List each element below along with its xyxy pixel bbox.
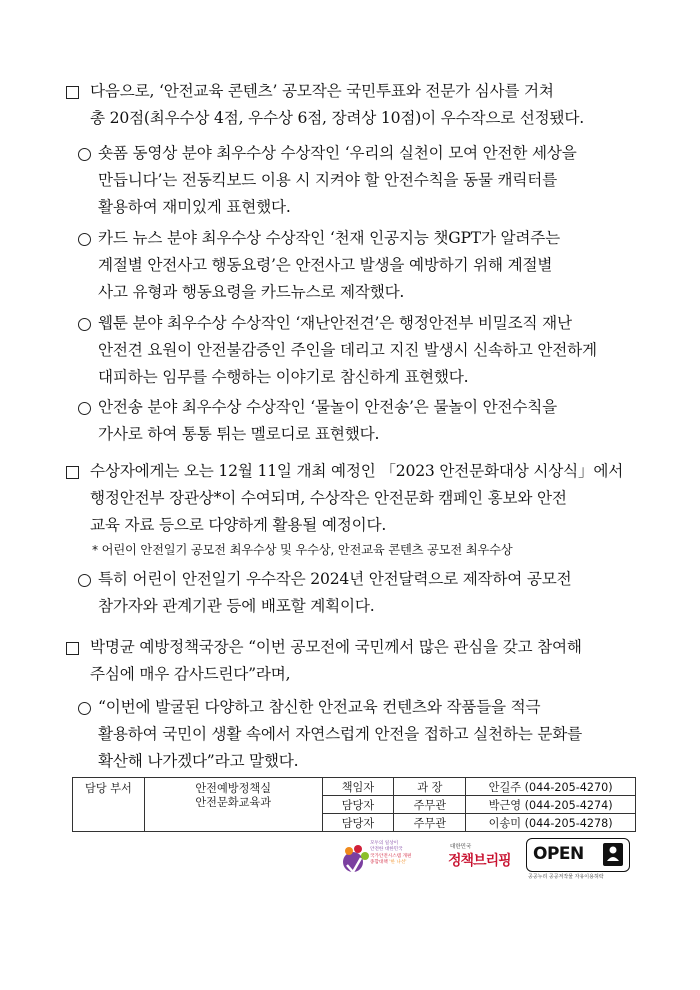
logo-open-text: OPEN (533, 844, 584, 864)
square-bullet-icon (66, 634, 79, 661)
text-line: 웹툰 분야 최우수상 수상작인 ‘재난안전견’은 행정안전부 비밀조직 재난 (98, 314, 572, 332)
text-line: 교육 자료 등으로 다양하게 활용될 예정이다. (90, 516, 387, 534)
text-line: 안전송 분야 최우수상 수상작인 ‘물놀이 안전송’은 물놀이 안전수칙을 (98, 398, 557, 416)
text-line: 행정안전부 장관상*이 수여되며, 수상작은 안전문화 캠페인 홍보와 안전 (90, 489, 567, 507)
square-bullet-icon (66, 78, 79, 105)
circle-bullet-icon (78, 310, 91, 337)
role-cell: 책임자 (322, 778, 394, 796)
dept-label: 담당 부서 (73, 778, 145, 832)
text-line: 주심에 매우 감사드린다”라며, (90, 665, 291, 683)
text-line: 계절별 안전사고 행동요령’은 안전사고 발생을 예방하기 위해 계절별 (98, 256, 553, 274)
text-line: 숏폼 동영상 분야 최우수상 수상작인 ‘우리의 실천이 모여 안전한 세상을 (98, 144, 577, 162)
text-line: “이번에 발굴된 다양하고 참신한 안전교육 컨텐츠와 작품들을 적극 (98, 698, 541, 716)
title-cell: 주무관 (394, 814, 466, 832)
logo-text-line: '한 나선' (389, 860, 407, 866)
contact-table (72, 777, 636, 832)
text-line: 만듭니다’는 전동킥보드 이용 시 지켜야 할 안전수칙을 동물 캐릭터를 (98, 171, 557, 189)
paragraph-text (98, 566, 634, 620)
dept-name (144, 778, 322, 832)
policy-briefing-logo (446, 838, 522, 882)
title-cell: 과 장 (394, 778, 466, 796)
text-line: 박명균 예방정책국장은 “이번 공모전에 국민께서 많은 관심을 갖고 참여해 (90, 638, 582, 656)
paragraph-text (98, 310, 634, 391)
logo-text-line: 종합대책 (370, 860, 388, 866)
text-line: 활용하여 국민이 생활 속에서 자연스럽게 안전을 접하고 실천하는 문화를 (98, 725, 582, 743)
circle-bullet-icon (78, 694, 91, 721)
paragraph-text (98, 140, 634, 221)
person-cell: 이송미 (044-205-4278) (466, 814, 636, 832)
logo-main-text: 정책브리핑 (448, 853, 511, 869)
text-line: 안전견 요원이 안전불감증인 주인을 데리고 지진 발생시 신속하고 안전하게 (98, 341, 597, 359)
logo-text-line: 모두의 일상이 (370, 841, 399, 846)
text-line: 사고 유형과 행동요령을 카드뉴스로 제작했다. (98, 283, 405, 301)
dept-line: 안전예방정책실 (195, 782, 272, 795)
text-line: 수상자에게는 오는 12월 11일 개최 예정인 「2023 안전문화대상 시상식」에서 (90, 462, 624, 480)
text-line: 확산해 나가겠다”라고 말했다. (98, 752, 299, 770)
role-cell: 담당자 (322, 796, 394, 814)
paragraph-text (98, 225, 634, 306)
circle-bullet-icon (78, 225, 91, 252)
logo-sub-text: 공공누리 공공저작물 자유이용허락 (528, 874, 604, 880)
text-line: 다음으로, ‘안전교육 콘텐츠’ 공모작은 국민투표와 전문가 심사를 거쳐 (90, 82, 554, 100)
dept-line: 안전문화교육과 (195, 796, 272, 809)
person-icon (603, 843, 623, 866)
license-person-icon (603, 843, 623, 866)
footnote: * 어린이 안전일기 공모전 최우수상 및 우수상, 안전교육 콘텐츠 공모전 최우수상 (92, 543, 513, 557)
text-line: 대피하는 임무를 수행하는 이야기로 참신하게 표현했다. (98, 368, 469, 386)
paragraph-text (90, 78, 634, 132)
person-cell: 안길주 (044-205-4270) (466, 778, 636, 796)
paragraph-text (90, 458, 634, 539)
text-line: 활용하여 재미있게 표현했다. (98, 198, 291, 216)
paragraph-text (98, 394, 634, 448)
circle-bullet-icon (78, 566, 91, 593)
paragraph-text (98, 694, 634, 775)
text-line: 카드 뉴스 분야 최우수상 수상작인 ‘천재 인공지능 챗GPT가 알려주는 (98, 229, 561, 247)
logo-small-text: 대한민국 (450, 844, 472, 850)
circle-bullet-icon (78, 394, 91, 421)
logo-text-line: 국가안전시스템 개편 (370, 853, 412, 859)
paragraph-text (90, 634, 634, 688)
text-line: 가사로 하여 통통 튀는 멜로디로 표현했다. (98, 425, 380, 443)
circle-bullet-icon (78, 140, 91, 167)
text-line: 특히 어린이 안전일기 우수작은 2024년 안전달력으로 제작하여 공모전 (98, 570, 572, 588)
text-line: 총 20점(최우수상 4점, 우수상 6점, 장려상 10점)이 우수작으로 선정됐다. (90, 109, 585, 127)
person-cell: 박근영 (044-205-4274) (466, 796, 636, 814)
open-license-logo (526, 838, 630, 882)
open-badge (526, 838, 630, 872)
logo-text-line: 안전한 대한민국 (370, 847, 403, 853)
safety-campaign-logo (340, 838, 438, 882)
title-cell: 주무관 (394, 796, 466, 814)
table-row (73, 778, 636, 796)
role-cell: 담당자 (322, 814, 394, 832)
square-bullet-icon (66, 458, 79, 485)
text-line: 참가자와 관계기관 등에 배포할 계획이다. (98, 597, 375, 615)
